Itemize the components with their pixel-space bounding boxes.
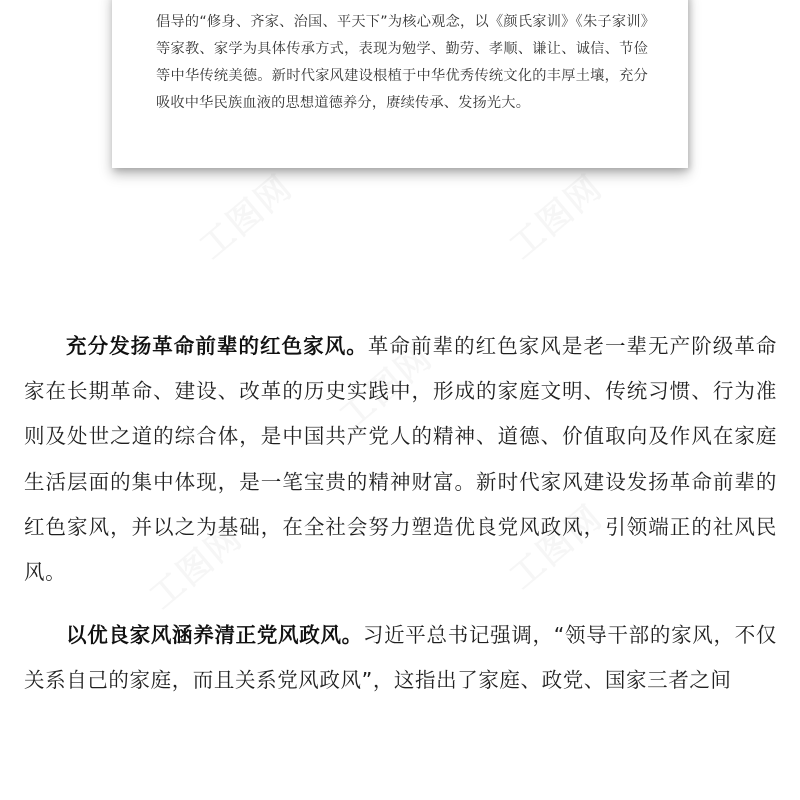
watermark <box>187 161 301 268</box>
paragraph-heading: 以优良家风涵养清正党风政风。 <box>66 623 363 648</box>
paragraph-text: 习近平总书记强调，“领导干部的家风，不仅关系自己的家庭，而且关系党风政风”，这指出了家庭、政党、国家三者之间 <box>24 623 777 693</box>
quote-card-text: 倡导的“修身、齐家、治国、平天下”为核心观念，以《颜氏家训》《朱子家训》等家教、家学为具体传承方式，表现为勉学、勤劳、孝顺、谦让、诚信、节俭等中华传统美德。新时代家风建设根植于中华优秀传统文化的丰厚土壤，充分吸收中华民族血液的思想道德养分，赓续传承、发扬光大。 <box>156 14 648 111</box>
article-body <box>24 324 777 704</box>
watermark <box>497 161 611 268</box>
paragraph-text: 革命前辈的红色家风是老一辈无产阶级革命家在长期革命、建设、改革的历史实践中，形成的家庭文明、传统习惯、行为准则及处世之道的综合体，是中国共产党人的精神、道德、价值取向及作风在家庭生活层面的集中体现，是一笔宝贵的精神财富。新时代家风建设发扬革命前辈的红色家风，并以之为基础，在全社会努力塑造优良党风政风，引领端正的社风民风。 <box>24 334 777 585</box>
paragraph-heading: 充分发扬革命前辈的红色家风。 <box>66 334 368 358</box>
quote-card <box>112 0 688 168</box>
paragraph-red-family-tradition <box>24 324 777 595</box>
paragraph-party-style <box>24 613 777 703</box>
